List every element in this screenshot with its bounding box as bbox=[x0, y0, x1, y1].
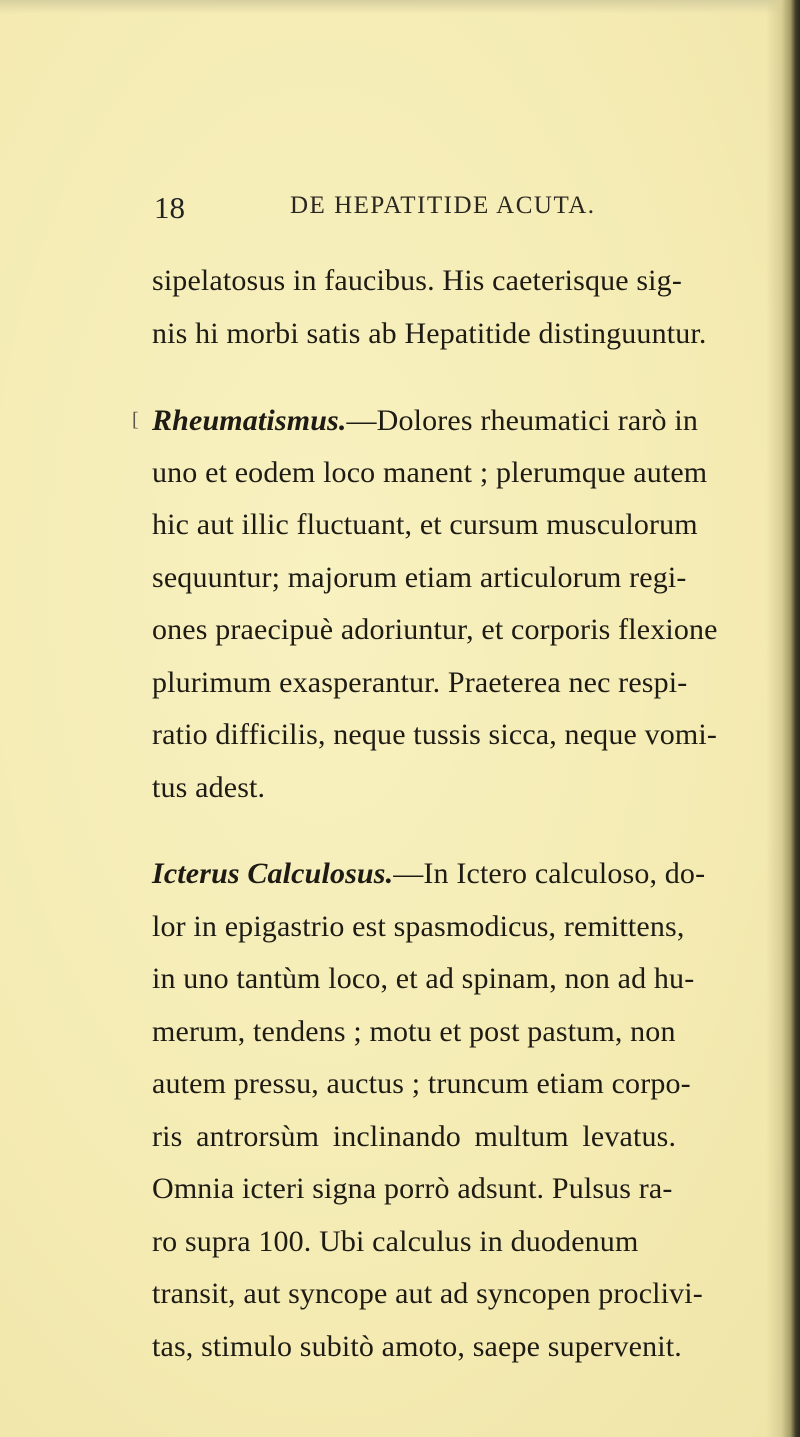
text-line bbox=[132, 394, 762, 447]
running-head: DE HEPATITIDE ACUTA. bbox=[290, 192, 596, 219]
text-line: merum, tendens ; motu et post pastum, non bbox=[152, 1014, 676, 1048]
paragraph-rheumatismus bbox=[132, 394, 762, 814]
text-line: Omnia icteri signa porrò adsunt. Pulsus ra- bbox=[152, 1172, 673, 1205]
text-line: autem pressu, auctus ; truncum etiam corpo- bbox=[152, 1067, 691, 1100]
paragraph-1 bbox=[152, 255, 762, 360]
text-line: lor in epigastrio est spasmodicus, remittens, bbox=[152, 909, 685, 943]
page-number: 18 bbox=[154, 190, 185, 225]
text-line: tas, stimulo subitò amoto, saepe supervenit. bbox=[152, 1329, 682, 1363]
text-line: uno et eodem loco manent ; plerumque autem bbox=[152, 455, 708, 489]
text-line bbox=[152, 848, 762, 901]
text-line: plurimum exasperantur. Praeterea nec respi- bbox=[152, 665, 688, 699]
page-top-shadow bbox=[0, 0, 800, 14]
lemma-continuation: —Dolores rheumatici rarò in bbox=[346, 404, 698, 437]
text-line: tus adest. bbox=[152, 770, 266, 804]
text-line: ratio difficilis, neque tussis sicca, neque vomi- bbox=[152, 718, 718, 751]
lemma-heading: Rheumatismus. bbox=[152, 404, 347, 437]
margin-bracket-mark: [ bbox=[132, 409, 139, 431]
page-header bbox=[0, 190, 800, 230]
text-line: hic aut illic fluctuant, et cursum musculorum bbox=[152, 508, 698, 541]
text-line: ro supra 100. Ubi calculus in duodenum bbox=[152, 1224, 639, 1258]
text-line: sequuntur; majorum etiam articulorum regi- bbox=[152, 560, 687, 594]
text-line: in uno tantùm loco, et ad spinam, non ad hu- bbox=[152, 962, 695, 995]
text-line: transit, aut syncope aut ad syncopen proclivi- bbox=[152, 1277, 703, 1310]
body-text bbox=[132, 255, 762, 1373]
lemma-heading: Icterus Calculosus. bbox=[152, 857, 394, 890]
text-line: sipelatosus in faucibus. His caeterisque sig- bbox=[152, 264, 682, 297]
lemma-continuation: —In Ictero calculoso, do- bbox=[393, 857, 706, 890]
text-line: ris antrorsùm inclinando multum levatus. bbox=[152, 1119, 677, 1153]
text-line: nis hi morbi satis ab Hepatitide distinguuntur. bbox=[152, 316, 707, 350]
text-line: ones praecipuè adoriuntur, et corporis flexione bbox=[152, 613, 718, 646]
paragraph-icterus-calculosus bbox=[152, 848, 762, 1373]
